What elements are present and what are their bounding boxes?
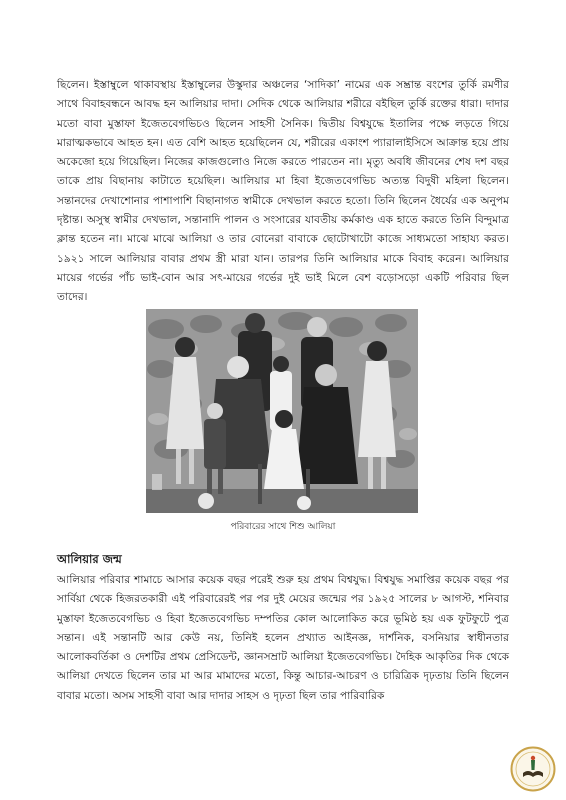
photo-caption: পরিবারের সাথে শিশু আলিয়া: [230, 522, 336, 532]
publisher-logo: [510, 746, 556, 792]
family-photo: [146, 309, 418, 513]
body-paragraph-1: ছিলেন। ইস্তাম্বুলে থাকাবস্থায় ইস্তাম্বুলের উস্কুদার অঞ্চলের ‘সাদিকা’ নামের এক সম্ভ্রান্ত বংশের তুর্কি রমণীর সাথে বিবাহবন্ধনে আবদ্ধ হন আলিয়ার দাদা। সেদিক থেকে আলিয়ার শরীরে বইছিল তুর্কি রক্তের ধারা। দাদার মতো বাবা মুস্তাফা ইজেতবেগভিচও ছিলেন সাহসী সৈনিক। দ্বিতীয় বিশ্বযুদ্ধে ইতালির পক্ষে লড়তে গিয়ে মারাত্মকভাবে আহত হন। এত বেশি আহত হয়েছিলেন যে, শরীরের একাংশ প্যারালাইসিসে আক্রান্ত হয়ে প্রায় অকেজো হয়ে গিয়েছিল। নিজের কাজগুলোও নিজে করতে পারতেন না। মৃত্যু অবধি জীবনের শেষ দশ বছর তাকে প্রায় বিছানায় কাটাতে হয়েছিল। আলিয়ার মা হিবা ইজেতবেগভিচ অত্যন্ত বিদুষী মহিলা ছিলেন। সন্তানদের দেখাশোনার পাশাপাশি বিছানাগত স্বামীকে দেখভাল করতে হতো। তিনি ছিলেন ধৈর্যের এক অনুপম দৃষ্টান্ত। অসুস্থ স্বামীর দেখভাল, সন্তানাদি পালন ও সংসারের যাবতীয় কর্মকাণ্ড এক হাতে করতে তিনি বিন্দুমাত্র ক্লান্ত হতেন না। মাঝে মাঝে আলিয়া ও তার বোনেরা বাবাকে ছোটোখাটো কাজে সাধ্যমতো সাহায্য করত। ১৯২১ সালে আলিয়ার বাবার প্রথম স্ত্রী মারা যান। তারপর তিনি আলিয়ার মাকে বিবাহ করেন। আলিয়ার মায়ের গর্ভের পাঁচ ভাই-বোন আর সৎ-মায়ের গর্ভের দুই ভাই মিলে বেশ বড়োসড়ো একটি পরিবার ছিল তাদের।: [57, 79, 509, 304]
body-paragraph-2: আলিয়ার পরিবার শামাচে আসার কয়েক বছর পরেই শুরু হয় প্রথম বিশ্বযুদ্ধ। বিশ্বযুদ্ধ সমাপ্তির কয়েক বছর পর সার্বিয়া থেকে হিজরতকারী এই পরিবারেরই পর পর দুই মেয়ের জন্মের পর ১৯২৫ সালের ৮ আগস্ট, শনিবার মুস্তাফা ইজেতবেগভিচ ও হিবা ইজেতবেগভিচ দম্পতির কোল আলোকিত করে ভূমিষ্ঠ হয় এক ফুটফুটে পুত্র সন্তান। এই সন্তানটি আর কেউ নয়, তিনিই হলেন প্রখ্যাত আইনজ্ঞ, দার্শনিক, বসনিয়ার স্বাধীনতার আলোকবর্তিকা ও দেশটির প্রথম প্রেসিডেন্ট, জ্ঞানসম্রাট আলিয়া ইজেতবেগভিচ। দৈহিক আকৃতির দিক থেকে আলিয়া দেখতে ছিলেন তার মা আর মামাদের মতো, কিন্তু আচার-আচরণ ও চারিত্রিক দৃঢ়তায় তিনি ছিলেন বাবার মতো। অসম সাহসী বাবা আর দাদার সাহস ও দৃঢ়তা ছিল তার পারিবারিক: [57, 574, 509, 702]
section-heading: আলিয়ার জন্ম: [57, 552, 122, 566]
